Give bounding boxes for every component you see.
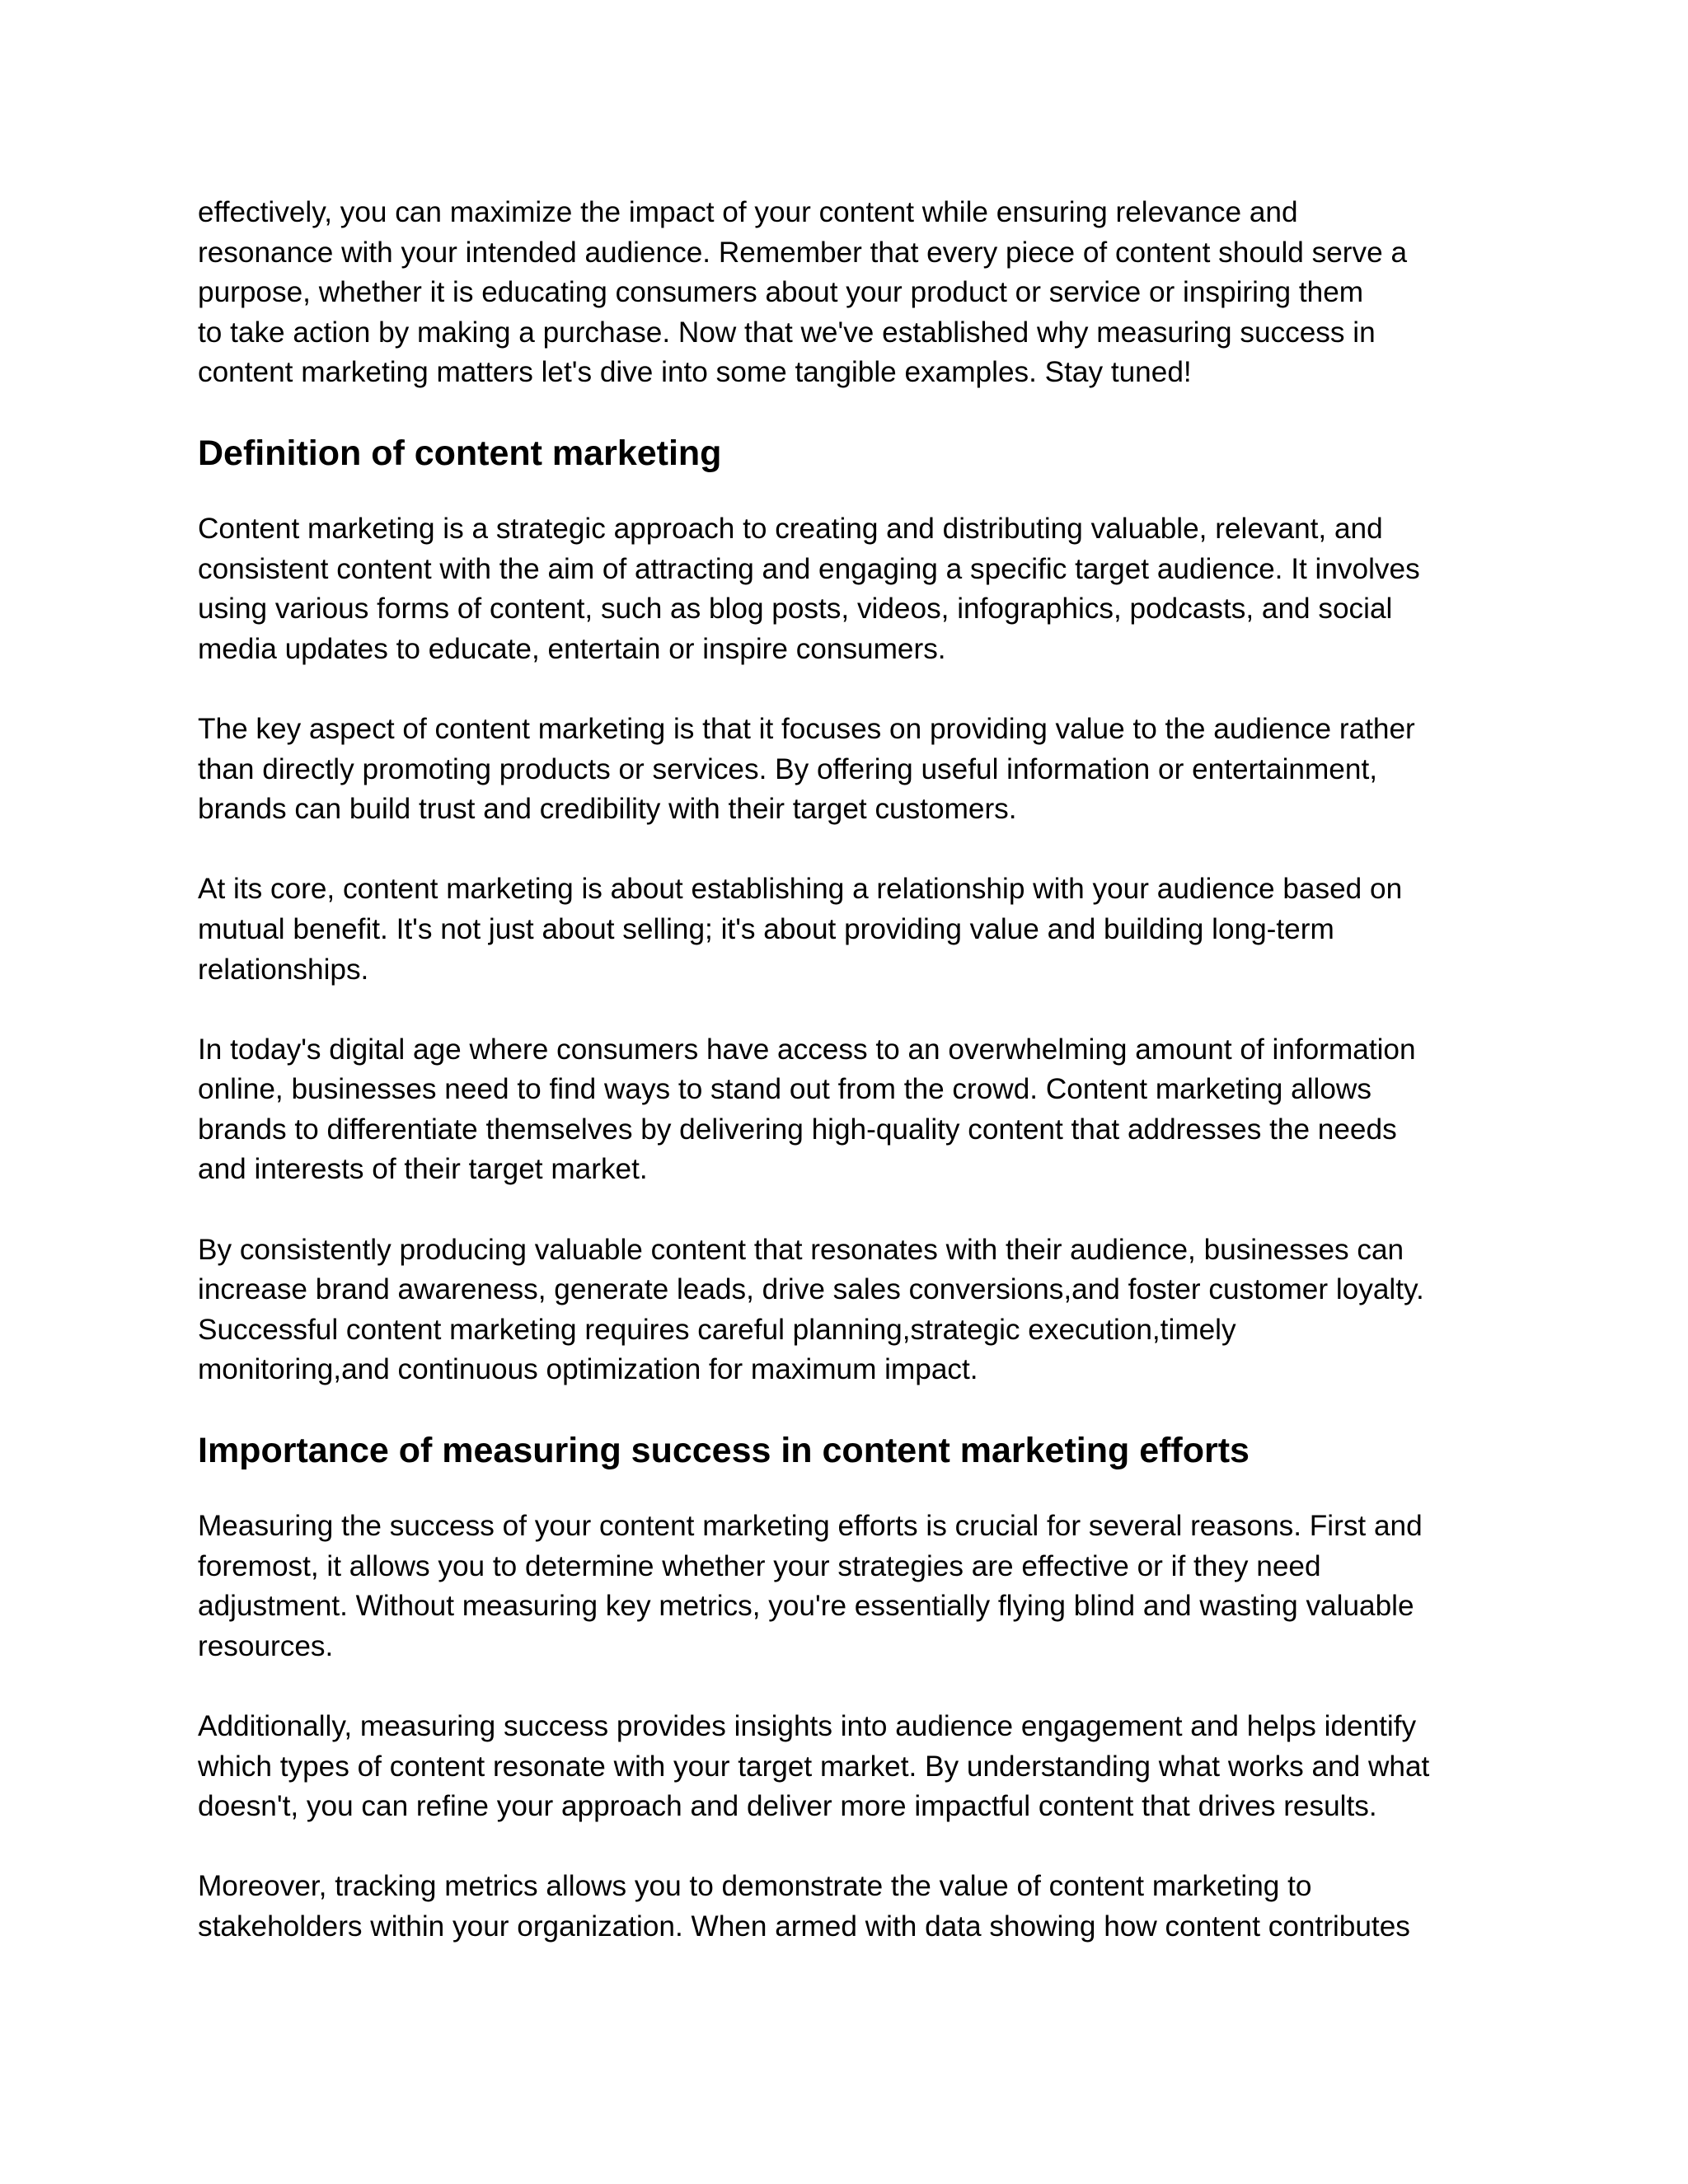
text-line: consistent content with the aim of attracting and engaging a specific target audience. It involves — [198, 552, 1420, 585]
section-heading-definition: Definition of content marketing — [198, 433, 722, 473]
text-line: relationships. — [198, 953, 369, 986]
text-line: media updates to educate, entertain or inspire consumers. — [198, 632, 946, 665]
paragraph — [198, 1507, 1490, 1666]
text-line: than directly promoting products or services. By offering useful information or entertainment, — [198, 752, 1378, 785]
text-line: to take action by making a purchase. Now that we've established why measuring success in — [198, 316, 1376, 349]
text-line: content marketing matters let's dive into some tangible examples. Stay tuned! — [198, 356, 1192, 389]
text-line: In today's digital age where consumers have access to an overwhelming amount of information — [198, 1033, 1416, 1066]
text-line: Measuring the success of your content marketing efforts is crucial for several reasons. First and — [198, 1510, 1423, 1543]
text-line: mutual benefit. It's not just about selling; it's about providing value and building long-term — [198, 912, 1334, 945]
paragraph — [198, 509, 1490, 669]
text-line: effectively, you can maximize the impact of your content while ensuring relevance and — [198, 196, 1298, 228]
text-line: using various forms of content, such as blog posts, videos, infographics, podcasts, and social — [198, 593, 1393, 626]
text-line: Content marketing is a strategic approach to creating and distributing valuable, relevant, and — [198, 512, 1383, 545]
section-heading-importance: Importance of measuring success in content marketing efforts — [198, 1431, 1250, 1471]
paragraph — [198, 869, 1490, 990]
text-line: By consistently producing valuable content that resonates with their audience, businesses can — [198, 1233, 1404, 1266]
text-line: foremost, it allows you to determine whether your strategies are effective or if they need — [198, 1549, 1321, 1582]
text-line: which types of content resonate with your target market. By understanding what works and what — [198, 1750, 1430, 1783]
text-line: resonance with your intended audience. Remember that every piece of content should serve a — [198, 236, 1408, 269]
intro-paragraph — [198, 193, 1490, 393]
text-line: At its core, content marketing is about establishing a relationship with your audience based on — [198, 873, 1403, 906]
text-line: The key aspect of content marketing is that it focuses on providing value to the audience rather — [198, 712, 1415, 745]
text-line: resources. — [198, 1629, 334, 1662]
text-line: and interests of their target market. — [198, 1153, 648, 1186]
paragraph — [198, 1707, 1490, 1827]
text-line: stakeholders within your organization. When armed with data showing how content contributes — [198, 1910, 1410, 1943]
text-line: Moreover, tracking metrics allows you to demonstrate the value of content marketing to — [198, 1870, 1312, 1903]
paragraph — [198, 1030, 1490, 1190]
text-line: Successful content marketing requires careful planning,strategic execution,timely — [198, 1313, 1236, 1346]
text-line: Additionally, measuring success provides insights into audience engagement and helps identify — [198, 1710, 1417, 1742]
text-line: brands can build trust and credibility with their target customers. — [198, 793, 1017, 826]
text-line: monitoring,and continuous optimization for maximum impact. — [198, 1353, 978, 1386]
text-line: online, businesses need to find ways to stand out from the crowd. Content marketing allows — [198, 1073, 1372, 1106]
text-line: increase brand awareness, generate leads, drive sales conversions,and foster customer loyalty. — [198, 1273, 1424, 1306]
paragraph — [198, 1867, 1490, 1947]
text-line: adjustment. Without measuring key metrics, you're essentially flying blind and wasting valuable — [198, 1590, 1414, 1623]
paragraph — [198, 1230, 1490, 1390]
text-line: purpose, whether it is educating consumers about your product or service or inspiring them — [198, 276, 1364, 309]
text-line: doesn't, you can refine your approach and deliver more impactful content that drives results. — [198, 1790, 1377, 1823]
paragraph — [198, 710, 1490, 830]
text-line: brands to differentiate themselves by delivering high-quality content that addresses the needs — [198, 1113, 1397, 1146]
